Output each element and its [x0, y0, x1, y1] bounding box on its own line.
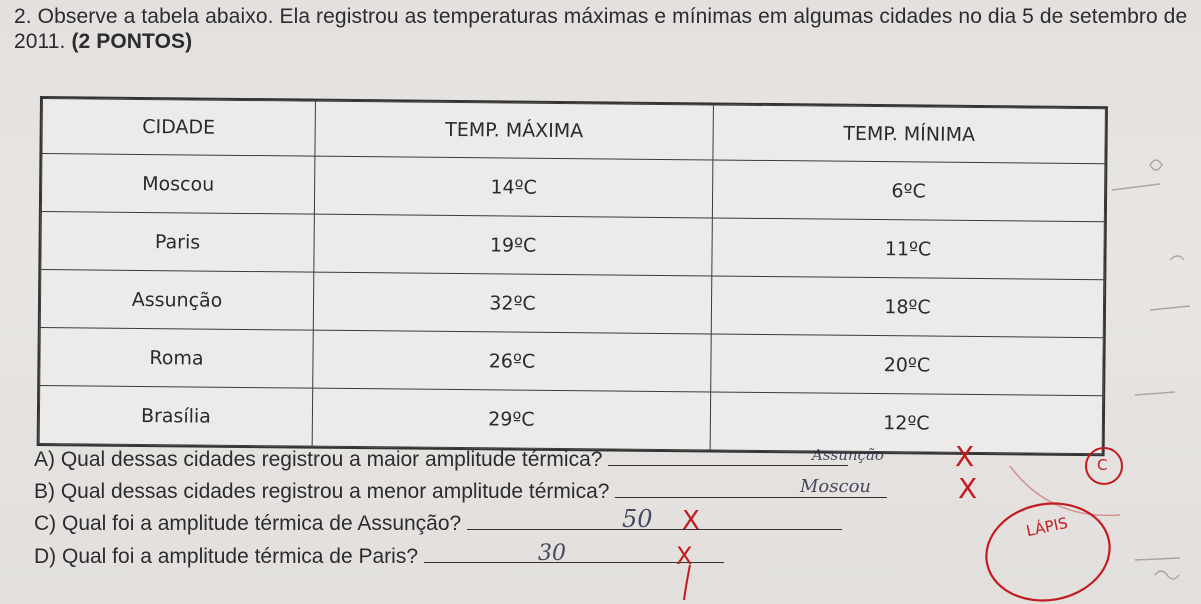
- red-x-mark-d: X: [676, 542, 693, 570]
- subquestion-d-label: D) Qual foi a amplitude térmica de Paris?: [34, 545, 418, 568]
- header-cidade: CIDADE: [42, 99, 316, 157]
- handwritten-answer-b: Moscou: [800, 476, 872, 497]
- min-temp-cell: 12ºC: [710, 392, 1103, 454]
- city-cell: Moscou: [41, 154, 315, 215]
- subquestion-b-label: B) Qual dessas cidades registrou a menor amplitude térmica?: [34, 480, 610, 503]
- grade-circle-text: LÁPIS: [1024, 513, 1070, 541]
- question-text: 2. Observe a tabela abaixo. Ela registrou as temperaturas máximas e mínimas em algumas cidades no dia 5 de setembro de 2011.: [14, 5, 1188, 53]
- max-temp-cell: 26ºC: [313, 330, 712, 392]
- question-points: (2 PONTOS): [71, 30, 193, 53]
- min-temp-cell: 18ºC: [711, 276, 1104, 338]
- red-x-mark-c: X: [682, 506, 700, 536]
- handwritten-answer-c: 50: [622, 505, 653, 533]
- max-temp-cell: 29ºC: [312, 388, 711, 450]
- city-cell: Paris: [41, 212, 315, 273]
- max-temp-cell: 32ºC: [313, 272, 712, 334]
- min-temp-cell: 20ºC: [711, 334, 1104, 396]
- handwritten-answer-d: 30: [538, 541, 566, 566]
- header-temp-minima: TEMP. MÍNIMA: [713, 105, 1106, 164]
- subquestion-c-label: C) Qual foi a amplitude térmica de Assunção?: [34, 512, 462, 535]
- grade-circle-letter: C: [1097, 456, 1108, 474]
- max-temp-cell: 14ºC: [314, 156, 713, 218]
- red-x-mark-a: X: [955, 440, 975, 473]
- city-cell: Brasília: [39, 386, 313, 447]
- handwritten-answer-a: Assunção: [812, 446, 884, 464]
- min-temp-cell: 11ºC: [712, 218, 1105, 280]
- city-cell: Roma: [40, 328, 314, 389]
- subquestion-a-label: A) Qual dessas cidades registrou a maior amplitude térmica?: [34, 448, 603, 471]
- red-x-mark-b: X: [958, 472, 978, 505]
- min-temp-cell: 6ºC: [712, 160, 1105, 222]
- max-temp-cell: 19ºC: [314, 214, 713, 276]
- city-cell: Assunção: [40, 270, 314, 331]
- header-temp-maxima: TEMP. MÁXIMA: [315, 101, 714, 160]
